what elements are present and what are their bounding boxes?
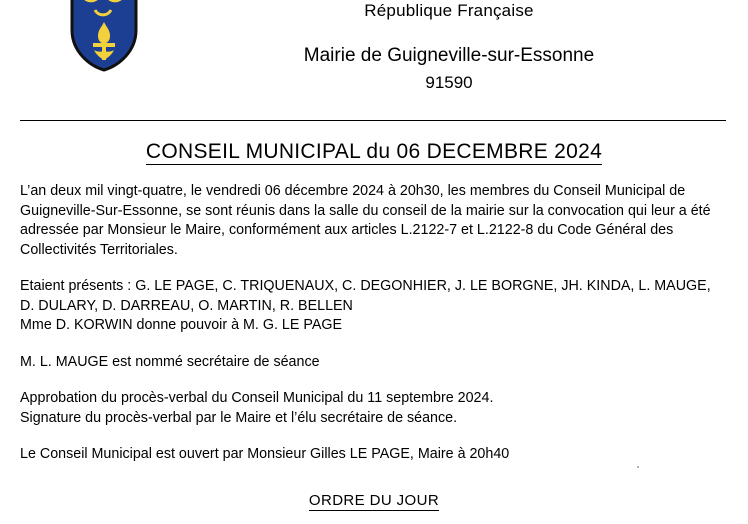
coat-of-arms-icon (70, 0, 138, 72)
document-header (0, 0, 748, 110)
page-title (0, 140, 748, 164)
town-hall-line: Mairie de Guigneville-sur-Essonne (303, 45, 595, 66)
page-title-text: CONSEIL MUNICIPAL du 06 DECEMBRE 2024 (145, 140, 603, 163)
paragraph-opening: Le Conseil Municipal est ouvert par Monsieur Gilles LE PAGE, Maire à 20h40 (20, 446, 510, 462)
paragraph-secretary: M. L. MAUGE est nommé secrétaire de séance (20, 353, 320, 370)
paragraph-attendees: Etaient présents : G. LE PAGE, C. TRIQUENAUX, C. DEGONHIER, J. LE BORGNE, JH. KINDA, L. MAUGE, D. DULARY, D. DARREAU, O. MARTIN, R. BELLEN (20, 278, 711, 314)
paragraph-proxy: Mme D. KORWIN donne pouvoir à M. G. LE PAGE (20, 317, 343, 333)
agenda-heading-text: ORDRE DU JOUR (308, 492, 440, 509)
document-body (20, 182, 728, 465)
header-text-block (180, 0, 718, 94)
paragraph-minutes-approval: Approbation du procès-verbal du Conseil Municipal du 11 septembre 2024. (20, 390, 494, 406)
postal-code-line: 91590 (425, 73, 473, 92)
republic-line: République Française (364, 1, 534, 20)
paragraph-intro: L’an deux mil vingt-quatre, le vendredi 06 décembre 2024 à 20h30, les membres du Conseil Municipal de Guigneville-Sur-Essonne, se sont réunis dans la salle du conseil de la mairie sur la convocation qui leur a été adressée par Monsieur le Maire, conformément aux articles L.2122-7 et L.2122-8 du Code Général des Collectivités Territoriales. (20, 183, 711, 258)
header-divider (20, 120, 726, 121)
stray-mark (637, 466, 639, 468)
paragraph-minutes-signature: Signature du procès-verbal par le Maire et l’élu secrétaire de séance. (20, 409, 458, 426)
agenda-heading (0, 492, 748, 509)
